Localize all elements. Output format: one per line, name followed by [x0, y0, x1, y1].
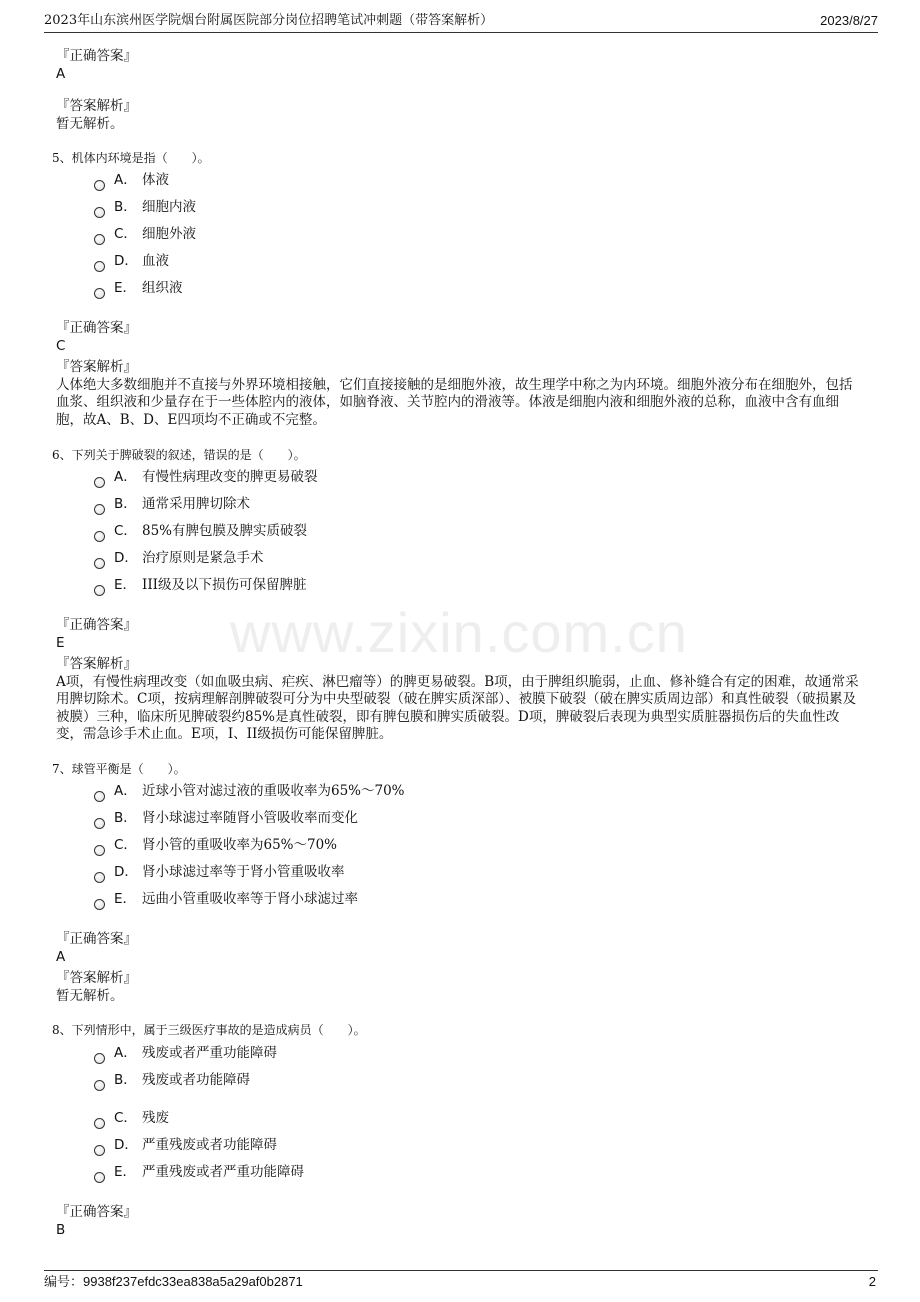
option-label: E．	[114, 1164, 137, 1180]
option-label: B．	[114, 1072, 137, 1088]
radio-icon[interactable]	[94, 288, 105, 299]
code-value: 9938f237efdc33ea838a5a29af0b2871	[83, 1274, 303, 1289]
option-text: 肾小球滤过率随肾小管吸收率而变化	[142, 810, 358, 826]
radio-icon[interactable]	[94, 234, 105, 245]
option-b[interactable]	[94, 495, 250, 513]
correct-answer-heading: 『正确答案』	[56, 320, 137, 336]
option-e[interactable]	[94, 279, 183, 297]
analysis-text: A项，有慢性病理改变（如血吸虫病、疟疾、淋巴瘤等）的脾更易破裂。B项，由于脾组织脆弱，止血、修补缝合有定的困难，故通常采用脾切除术。C项，按病理解剖脾破裂可分为中央型破裂（破在脾实质深部）、被膜下破裂（破在脾实质周边部）和真性破裂（破损累及被膜）三种，临床所见脾破裂约85%是真性破裂，即有脾包膜和脾实质破裂。D项，脾破裂后表现为典型实质脏器损伤后的失血性改变，需急诊手术止血。E项，I、II级损伤可能保留脾脏。	[56, 674, 859, 742]
correct-answer-heading: 『正确答案』	[56, 1204, 137, 1220]
correct-answer-heading: 『正确答案』	[56, 617, 137, 633]
option-label: E．	[114, 577, 137, 593]
correct-answer-heading: 『正确答案』	[56, 931, 137, 947]
option-c[interactable]	[94, 225, 196, 243]
option-text: 治疗原则是紧急手术	[142, 550, 264, 566]
radio-icon[interactable]	[94, 818, 105, 829]
option-b[interactable]	[94, 198, 196, 216]
radio-icon[interactable]	[94, 180, 105, 191]
radio-icon[interactable]	[94, 845, 105, 856]
option-label: B．	[114, 199, 137, 215]
radio-icon[interactable]	[94, 1080, 105, 1091]
option-label: C．	[114, 523, 137, 539]
radio-icon[interactable]	[94, 531, 105, 542]
option-c[interactable]	[94, 522, 307, 540]
page-number: 2	[868, 1274, 876, 1289]
correct-answer-value: E	[56, 635, 65, 651]
option-d[interactable]	[94, 863, 345, 881]
correct-answer-value: A	[56, 66, 66, 82]
analysis-heading: 『答案解析』	[56, 656, 137, 672]
option-text: 残废或者严重功能障碍	[142, 1045, 277, 1061]
question-stem: 7、球管平衡是（ ）。	[52, 762, 186, 776]
option-label: A．	[114, 1045, 137, 1061]
analysis-heading: 『答案解析』	[56, 359, 137, 375]
option-text: 85%有脾包膜及脾实质破裂	[142, 523, 308, 539]
option-e[interactable]	[94, 1163, 304, 1181]
header-date: 2023/8/27	[820, 13, 878, 28]
option-label: C．	[114, 1110, 137, 1126]
option-text: 体液	[142, 172, 169, 188]
radio-icon[interactable]	[94, 791, 105, 802]
option-label: B．	[114, 496, 137, 512]
radio-icon[interactable]	[94, 207, 105, 218]
correct-answer-heading: 『正确答案』	[56, 48, 137, 64]
option-text: 肾小管的重吸收率为65%～70%	[142, 837, 338, 853]
option-text: 残废	[142, 1110, 169, 1126]
correct-answer-value: C	[56, 338, 66, 354]
option-label: C．	[114, 837, 137, 853]
option-label: A．	[114, 783, 137, 799]
option-d[interactable]	[94, 549, 264, 567]
radio-icon[interactable]	[94, 558, 105, 569]
option-label: C．	[114, 226, 137, 242]
document-code	[44, 1273, 303, 1292]
analysis-heading: 『答案解析』	[56, 98, 137, 114]
option-text: 肾小球滤过率等于肾小管重吸收率	[142, 864, 345, 880]
option-e[interactable]	[94, 890, 358, 908]
option-text: 远曲小管重吸收率等于肾小球滤过率	[142, 891, 358, 907]
option-a[interactable]	[94, 1044, 277, 1062]
option-label: A．	[114, 469, 137, 485]
radio-icon[interactable]	[94, 899, 105, 910]
option-a[interactable]	[94, 171, 169, 189]
radio-icon[interactable]	[94, 477, 105, 488]
option-a[interactable]	[94, 782, 405, 800]
option-text: III级及以下损伤可保留脾脏	[142, 577, 307, 593]
radio-icon[interactable]	[94, 1053, 105, 1064]
analysis-heading: 『答案解析』	[56, 970, 137, 986]
question-stem: 5、机体内环境是指（ ）。	[52, 151, 210, 165]
question-stem: 6、下列关于脾破裂的叙述，错误的是（ ）。	[52, 448, 306, 462]
analysis-text: 人体绝大多数细胞并不直接与外界环境相接触，它们直接接触的是细胞外液，故生理学中称之为内环境。细胞外液分布在细胞外，包括血浆、组织液和少量存在于一些体腔内的液体，如脑脊液、关节腔内的滑液等。体液是细胞内液和细胞外液的总称，血液中含有血细胞，故A、B、D、E四项均不正确或不完整。	[56, 377, 853, 428]
watermark: www.zixin.com.cn	[230, 601, 688, 664]
option-label: D．	[114, 864, 138, 880]
code-label: 编号：	[44, 1275, 84, 1290]
option-label: D．	[114, 253, 138, 269]
option-d[interactable]	[94, 252, 169, 270]
option-text: 残废或者功能障碍	[142, 1072, 250, 1088]
option-text: 细胞外液	[142, 226, 196, 242]
radio-icon[interactable]	[94, 1172, 105, 1183]
radio-icon[interactable]	[94, 1145, 105, 1156]
option-label: D．	[114, 550, 138, 566]
question-stem: 8、下列情形中，属于三级医疗事故的是造成病员（ ）。	[52, 1023, 366, 1037]
correct-answer-value: B	[56, 1222, 66, 1238]
correct-answer-value: A	[56, 949, 66, 965]
radio-icon[interactable]	[94, 872, 105, 883]
option-text: 严重残废或者功能障碍	[142, 1137, 277, 1153]
option-text: 有慢性病理改变的脾更易破裂	[142, 469, 318, 485]
option-text: 细胞内液	[142, 199, 196, 215]
option-label: A．	[114, 172, 137, 188]
option-text: 严重残废或者严重功能障碍	[142, 1164, 304, 1180]
option-d[interactable]	[94, 1136, 277, 1154]
option-label: D．	[114, 1137, 138, 1153]
option-c[interactable]	[94, 836, 337, 854]
page-footer	[44, 1270, 878, 1291]
option-text: 通常采用脾切除术	[142, 496, 250, 512]
page-header	[44, 12, 878, 33]
option-label: E．	[114, 280, 137, 296]
document-title: 2023年山东滨州医学院烟台附属医院部分岗位招聘笔试冲刺题（带答案解析）	[44, 13, 494, 28]
option-text: 近球小管对滤过液的重吸收率为65%～70%	[142, 783, 405, 799]
option-c[interactable]	[94, 1109, 169, 1127]
option-b[interactable]	[94, 809, 358, 827]
analysis-text: 暂无解析。	[56, 988, 124, 1004]
radio-icon[interactable]	[94, 504, 105, 515]
analysis-text: 暂无解析。	[56, 116, 124, 132]
option-e[interactable]	[94, 576, 307, 594]
option-a[interactable]	[94, 468, 318, 486]
radio-icon[interactable]	[94, 585, 105, 596]
option-b[interactable]	[94, 1071, 250, 1089]
option-text: 血液	[142, 253, 169, 269]
option-label: E．	[114, 891, 137, 907]
radio-icon[interactable]	[94, 261, 105, 272]
option-text: 组织液	[142, 280, 183, 296]
option-label: B．	[114, 810, 137, 826]
radio-icon[interactable]	[94, 1118, 105, 1129]
